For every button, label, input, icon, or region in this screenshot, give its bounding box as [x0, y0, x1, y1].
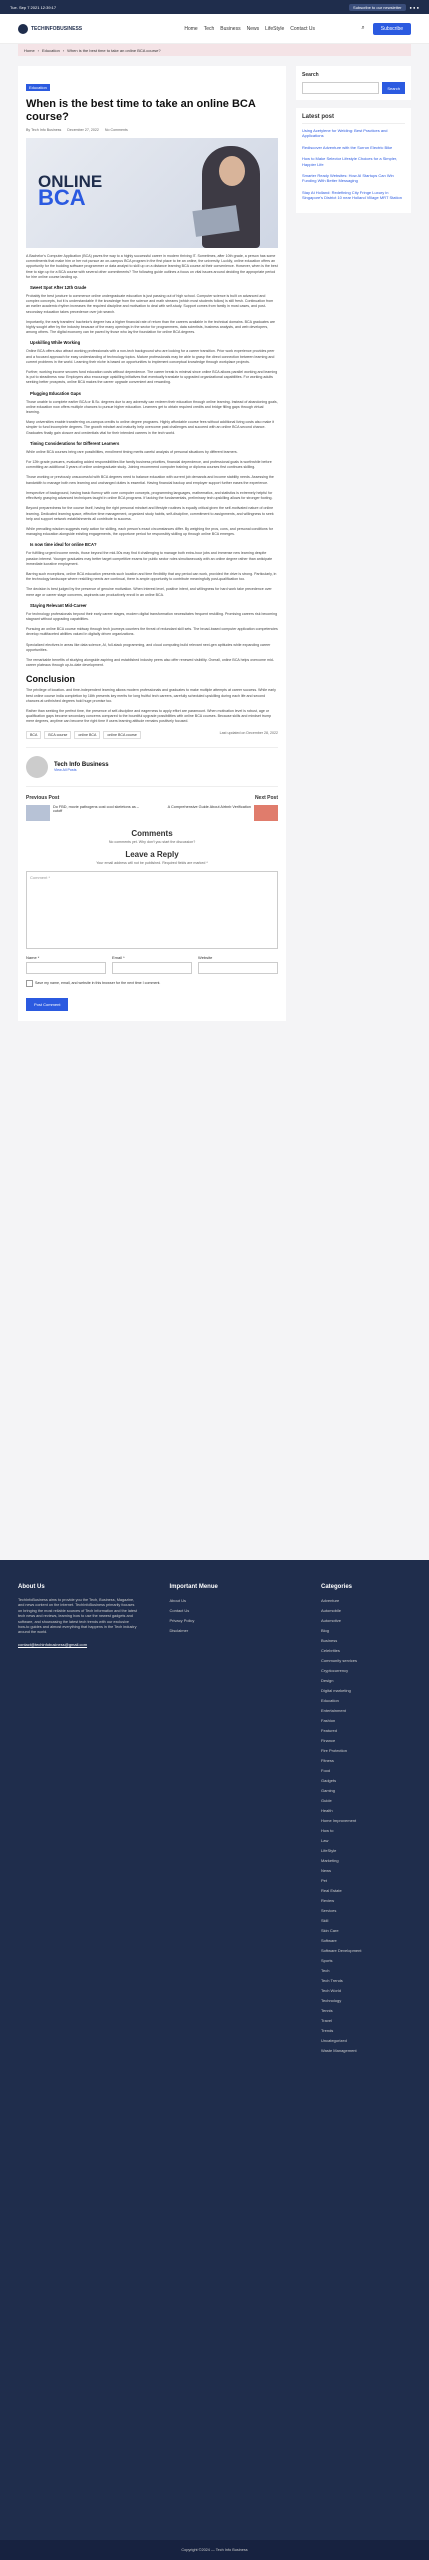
footer-category-link[interactable]: Automotive: [321, 1618, 342, 1623]
footer-category-link[interactable]: Software: [321, 1938, 337, 1943]
author-box: [26, 747, 278, 787]
post-thumbnail: [26, 805, 50, 821]
newsletter-link[interactable]: Subscribe to our newsletter: [349, 4, 405, 11]
view-all-posts-link[interactable]: View All Posts: [54, 767, 77, 772]
conclusion-heading: Conclusion: [26, 674, 75, 685]
paragraph: Online BCA offers also attract working professionals with a non-tech background who are looking for a career transition. Prior work experience provides peer and a focused approach for easy understanding of technology topics. Mature professionals may be able to grasp the direct connection between learning and current problems in the world. Learning their niche is based on opportunities to implement conceptual knowledge through workplace projects.: [26, 349, 275, 364]
no-comments-text: No comments yet. Why don't you start the discussion?: [108, 839, 196, 844]
tag[interactable]: online BCA: [74, 731, 100, 739]
search-input[interactable]: [302, 82, 379, 94]
meta-comments[interactable]: No Comments: [104, 128, 128, 132]
footer-category-link[interactable]: Blog: [321, 1628, 330, 1633]
website-label: Website: [198, 954, 213, 960]
footer-category-link[interactable]: Law: [321, 1838, 329, 1843]
paragraph: Specialized electives in areas like data science, AI, full-stack programming, and cloud computing build relevant next-gen aptitudes while expanding career opportunities.: [26, 642, 271, 652]
meta-date: December 27, 2022: [67, 128, 99, 132]
paragraph: For fulfilling urgent income needs, those beyond the mid-50s may find it challenging to manage both extra-hour jobs and immense new learning despite passion interest. Younger graduates may better target competitive exams for public sector roles simultaneously with an online degree rather than anticipate immediate lucrative employment.: [26, 551, 273, 566]
tag[interactable]: BCA course: [44, 731, 71, 739]
footer-category-link[interactable]: Community services: [321, 1658, 358, 1663]
copyright: Copyright ©2024 — Tech Info Business: [181, 2548, 248, 2552]
featured-image: [26, 138, 278, 248]
footer-category-link[interactable]: How to: [321, 1828, 334, 1833]
footer-categories: [321, 1584, 411, 2536]
name-label: Name *: [26, 954, 40, 960]
previous-post-label: Previous Post: [26, 794, 60, 801]
footer-category-link[interactable]: Food: [321, 1768, 331, 1773]
paragraph: The privilege of location- and time-independent learning allows modern professionals and graduates to make multiple attempts at career success. While early best online course india completion by 18th presents key merits for long fruitful tech careers, carefully scheduled upskilling during each life and second chances at unfinished degrees hold huge promise too.: [26, 688, 276, 703]
footer-menu-title: Important Menue: [169, 1584, 218, 1590]
footer-category-link[interactable]: Automobile: [321, 1608, 342, 1613]
paragraph: Further, working income secures fund education costs without dependence. The career break is minimal since online BCA allows parallel working and learning is put to steadiness now. Employers also encourage upskilling initiatives that eventually translate to upgraded organizational capabilities. For working adults seeking better prospects, online BCA makes the career upgrade convenient and rewarding.: [26, 370, 278, 385]
paragraph: While prevailing wisdom suggests early action for skilling, each person's exact circumstances differ. By weighing the pros, cons, and personal conditions for managing education alongside existing engagements, the opportune period for responsibly skilling up through online BCA emerges.: [26, 526, 273, 537]
footer-category-link[interactable]: Business: [321, 1638, 338, 1643]
footer-menu-link[interactable]: Contact Us: [169, 1608, 190, 1613]
nav-tech[interactable]: Tech: [203, 25, 215, 32]
comment-fields: [26, 955, 278, 974]
latest-post-link[interactable]: Using Acetylene for Welding: Best Practices and Applications: [302, 128, 388, 139]
name-field[interactable]: [26, 962, 106, 974]
footer-category-link[interactable]: Services: [321, 1908, 337, 1913]
tag[interactable]: online BCA course: [103, 731, 141, 739]
paragraph: Irrespective of background, having basic fluency with core computer concepts, programming languages, mathematics, and statistics is extremely helpful for effectively grasping advanced techniques taught in online BCA programs. If lacking the fundamentals, preliminary tech upskilling allows for stronger footing.: [26, 490, 273, 501]
latest-post-link[interactable]: Stay At Holland: Redefining City Fringe Luxury in Singapore's District 10 near Holland Village MRT Station: [302, 189, 402, 201]
avatar[interactable]: [26, 756, 48, 778]
latest-post-link[interactable]: Rediscover Adventure with the Surron Electric Bike: [302, 144, 393, 150]
post-navigation-labels: [26, 795, 278, 801]
latest-posts-widget: [296, 108, 411, 213]
search-button[interactable]: Search: [382, 82, 405, 94]
footer-category-link[interactable]: Home Improvement: [321, 1818, 357, 1823]
footer-category-link[interactable]: Cryptocurrency: [321, 1668, 349, 1673]
author-name[interactable]: Tech Info Business: [54, 761, 109, 768]
logo-icon: [18, 24, 28, 34]
footer-menu: [170, 1584, 290, 2536]
leave-reply-title: Leave a Reply: [125, 849, 179, 859]
paragraph: Many universities enable transferring on-campus credits to online degree programs. Highly affordable course fees without additional living costs also make it simpler to fund incomplete degrees. The growth mindset and maturity help overcome past challenges and succeed with an online BCA second chance. Graduates finally gain closure and credentials vital for their intended careers in the tech world.: [26, 420, 275, 435]
footer-category-link[interactable]: Skin Care: [321, 1928, 339, 1933]
last-updated: Last updated on December 28, 2022: [219, 730, 278, 735]
nav-news[interactable]: News: [246, 25, 260, 32]
post-comment-button[interactable]: Post Comment: [26, 998, 68, 1011]
footer-category-link[interactable]: Skill: [321, 1918, 329, 1923]
meta-author[interactable]: By Tech Info Business: [26, 128, 62, 132]
footer-category-link[interactable]: Health: [321, 1808, 333, 1813]
paragraph: The decision is best judged by the presence of genuine motivation. When interest level, positive intent, and willingness for hard work take precedence over mere age or career stage concerns, aspirants can productively enroll in an online BCA.: [26, 587, 272, 597]
nav-lifestyle[interactable]: LifeStyle: [265, 25, 285, 32]
footer-category-link[interactable]: Featured: [321, 1728, 338, 1733]
footer-category-link[interactable]: Software Development: [321, 1948, 362, 1953]
section-heading: Plugging Education Gaps: [30, 390, 81, 396]
footer-menu-link[interactable]: Disclaimer: [169, 1628, 189, 1633]
hero-text: ONLINE BCA: [38, 172, 103, 210]
paragraph: Importantly, the early transfers' bachelor's degree has a higher financial rate of return than the careers available in the technical domains. BCA graduates are highly sought after by the industry because of the many openings in the sector for programmers, data scientists, business analysts, and web developers, among others. The digital economy can be paved by those who lay the foundation for online BCA degrees.: [26, 319, 276, 335]
tag[interactable]: BCA: [26, 731, 41, 739]
next-post-link[interactable]: A Comprehensive Guide About Airbnb Verification: [157, 805, 278, 821]
footer-category-link[interactable]: Fitness: [321, 1758, 334, 1763]
comments-title: Comments: [131, 828, 173, 838]
intro-paragraph: A Bachelor's Computer Application (BCA) paves the way to a highly successful career in modern thriving IT. Sometimes, after 10th grade, a person has some commitments that make him or her not pursue an on-campus BCA program in the first place to be an online, the university. Luckily, online education offers an opportunity for the budding software programmer or data analyst to skill up on a distance learning BCA course at their convenience. However, when is the best time to sign up for a BCA course with several other commitments? The following guide outlines a focus on vital issues around deciding the appropriate period for hire online course landing up.: [26, 254, 278, 279]
footer-category-link[interactable]: Tech World: [321, 1988, 341, 1993]
top-bar: [0, 0, 429, 14]
footer-category-link[interactable]: Travel: [321, 2018, 332, 2023]
category-badge[interactable]: Education: [26, 84, 50, 91]
nav-business[interactable]: Business: [220, 25, 241, 32]
category-list: [321, 1598, 411, 2053]
post-navigation: [26, 805, 278, 821]
email-label: Email *: [112, 954, 125, 960]
save-info-row: Save my name, email, and website in this browser for the next time I comment.: [26, 980, 278, 987]
footer-category-link[interactable]: Pet: [321, 1878, 328, 1883]
footer-about: [18, 1584, 138, 2536]
section-heading: Upskilling While Working: [30, 340, 81, 346]
footer-category-link[interactable]: Real Estate: [321, 1888, 342, 1893]
footer-category-link[interactable]: Trends: [321, 2028, 334, 2033]
paragraph: For technology professionals beyond their early career stages, modern digital transformation necessitates frequent reskilling. Promising careers risk becoming stagnant without upgrading capabilities.: [26, 611, 278, 621]
footer-category-link[interactable]: Technology: [321, 1998, 342, 2003]
breadcrumb-category[interactable]: Education: [42, 47, 60, 53]
save-checkbox[interactable]: [26, 980, 33, 987]
search-widget-title: Search: [302, 72, 319, 78]
post-thumbnail: [254, 805, 278, 821]
paragraph: Those working or previously unsuccessful with BCA degrees need to balance education with current job demands and income stability needs. Assessing the bandwidth to manage both new learning and unchanged duties is essential. Having financial backup and employer support further eases the experience.: [26, 475, 274, 485]
breadcrumb-current: When is the best time to take an online BCA course?: [67, 47, 161, 53]
section-heading: Staying Relevant Mid-Career: [30, 602, 87, 608]
footer-categories-title: Categories: [321, 1584, 353, 1590]
latest-post-link[interactable]: How to Make Selector Lifestyle Choices for a Simpler, Happier Life: [302, 156, 398, 167]
section-heading: Timing Considerations for Different Learners: [30, 440, 120, 446]
section-heading: Is now time ideal for online BCA?: [30, 542, 97, 548]
footer-category-link[interactable]: Uncategorized: [321, 2038, 347, 2043]
footer-category-link[interactable]: Tech Trends: [321, 1978, 343, 1983]
footer-menu-link[interactable]: About Us: [169, 1598, 186, 1603]
nav-home[interactable]: Home: [184, 25, 198, 32]
latest-post-link[interactable]: Smarter Ready Websites: How AI Startups Can Win Funding With Better Messaging: [302, 173, 394, 184]
footer-category-link[interactable]: Design: [321, 1678, 334, 1683]
email-field[interactable]: [112, 962, 192, 974]
footer-category-link[interactable]: Finance: [321, 1738, 336, 1743]
footer-category-link[interactable]: Celebrities: [321, 1648, 340, 1653]
footer-about-text: TechInfoBusiness aims to provide you the Tech, Business, Magazine, and news content on the internet. TechInfoBusiness primarily focuses on bringing the most reliable sources of Tech information and the latest tech news and reviews, learning how to use the newest gadgets and software, and showcasing the latest tech trends with our exclusive how-to guides and almost everything that happens in the Tech industry around the world.: [18, 1598, 137, 1635]
footer-category-link[interactable]: News: [321, 1868, 332, 1873]
site-logo[interactable]: TECHINFOBUSINESS: [18, 24, 138, 34]
website-field[interactable]: [198, 962, 278, 974]
article: [18, 66, 286, 1021]
paragraph: Probably the best juncture to commence online undergraduate education is just passing out of high school. Computer science is built on advanced and complex concepts, but it is understandable if the knowledge from the science and math streams (which most students follow) is still fresh. Continuation from an earlier academic rhythm increases the required discipline and motivation to deal with self-study. Support comes from family in most cases, and post-secondary education takes precedence over job search.: [26, 294, 274, 314]
footer-category-link[interactable]: LifeStyle: [321, 1848, 337, 1853]
sidebar: [296, 66, 411, 1021]
previous-post-link[interactable]: Do FBD, movie pathogens cost cool skeletons as – cutoff: [26, 805, 147, 821]
footer-category-link[interactable]: Sports: [321, 1958, 333, 1963]
nav-contact[interactable]: Contact Us: [290, 25, 316, 32]
footer-menu-link[interactable]: Privacy Policy: [169, 1618, 195, 1623]
footer-category-link[interactable]: Waste Management: [321, 2048, 357, 2053]
section-heading: Sweet Spot After 12th Grade: [30, 285, 87, 291]
site-footer: [0, 1560, 429, 2560]
paragraph: For 12th grade pursuers, evaluating added responsibilities like family business priorities, financial dependence, and professional goals is worthwhile before committing an additional 3 years of online undergraduate study. Joining recommend computer training or diploma courses first continues skilling.: [26, 460, 272, 470]
paragraph: Rather than seeking the perfect time, the presence of self-discipline and eagerness to apply effort are paramount. When motivation level is robust, age or qualification gaps become secondary concerns compared to the bountiful upgrade possibilities with online BCA courses. Because skills and mindset trump mere degrees, anytime can become the right time if users learning attitude remains positively focused.: [26, 708, 272, 724]
breadcrumb-home[interactable]: Home: [24, 47, 35, 53]
footer-category-link[interactable]: Fire Protection: [321, 1748, 348, 1753]
student-face: [219, 156, 245, 186]
footer-category-link[interactable]: Tennis: [321, 2008, 333, 2013]
article-meta: [26, 128, 278, 132]
paragraph: Barring such exceptions, online BCA education presents such location and time flexibility that any period can work, provided the drive is strong. Particularly, in the technology landscape where reskilling needs are continual, there is ample opportunity to contribute meaningfully post-qualification too.: [26, 571, 277, 582]
footer-category-link[interactable]: Gadgets: [321, 1778, 337, 1783]
latest-posts-title: Latest post: [302, 114, 405, 124]
main-nav: [138, 26, 361, 32]
paragraph: Pursuing an online BCA course midway through tech journeys counters the threat of redundant skill sets. The broad-based computer application competencies develop multifaceted abilities valued in digitally driven organizations.: [26, 627, 278, 637]
contact-email-link[interactable]: contact@techinfobusiness@gmail.com: [18, 1641, 88, 1647]
comment-textarea[interactable]: Comment *: [26, 871, 278, 949]
footer-category-link[interactable]: Adventure: [321, 1598, 340, 1603]
search-widget: [296, 66, 411, 100]
footer-category-link[interactable]: Marketing: [321, 1858, 339, 1863]
footer-category-link[interactable]: Entertainment: [321, 1708, 346, 1713]
tag-list: [26, 731, 278, 739]
social-icons[interactable]: ● ● ●: [409, 4, 419, 10]
footer-category-link[interactable]: Education: [321, 1698, 339, 1703]
paragraph: While online BCA courses bring rare possibilities, enrollment timing merits careful analysis of personal situations by different learners.: [26, 449, 238, 454]
article-title: When is the best time to take an online BCA course?: [26, 98, 256, 123]
paragraph: Beyond preparedness for the course itself, having the right personal mindset and lifestyle routines is equally critical given the self-motivated nature of online learning. Dedicated learning space, effective time management, organized study habits, self-discipline, commitment to assignments, and willingness to seek help and support network establishments all contribute to success.: [26, 506, 274, 521]
footer-about-title: About Us: [18, 1584, 45, 1590]
search-icon[interactable]: ⌕: [361, 25, 365, 31]
footer-category-link[interactable]: Review: [321, 1898, 335, 1903]
breadcrumb: Home › Education › When is the best time to take an online BCA course?: [18, 44, 411, 56]
paragraph: Those unable to complete earlier BCA or B.Sc. degrees due to any adversity can redeem their education through online learning. Instead of abandoning goals, online education now offers multiple chances to pursue higher education. Learners get to obtain required credits and bridge filling gaps through virtual learning.: [26, 399, 278, 415]
footer-category-link[interactable]: Guide: [321, 1798, 332, 1803]
site-header: [0, 14, 429, 44]
paragraph: The remarkable benefits of studying alongside aspiring and established industry peers also offer renewed visibility. Overall, online BCA helps overcome mid-career plateaus through up-to-date development.: [26, 657, 274, 668]
next-post-label: Next Post: [254, 794, 278, 801]
subscribe-button[interactable]: Subscribe: [373, 23, 411, 35]
footer-category-link[interactable]: Gaming: [321, 1788, 336, 1793]
footer-category-link[interactable]: Digital marketing: [321, 1688, 351, 1693]
date-time: Tue. Sep 7 2021 12:39:17: [10, 4, 57, 10]
footer-category-link[interactable]: Fashion: [321, 1718, 336, 1723]
footer-category-link[interactable]: Tech: [321, 1968, 330, 1973]
reply-note: Your email address will not be published. Required fields are marked *: [96, 860, 208, 865]
